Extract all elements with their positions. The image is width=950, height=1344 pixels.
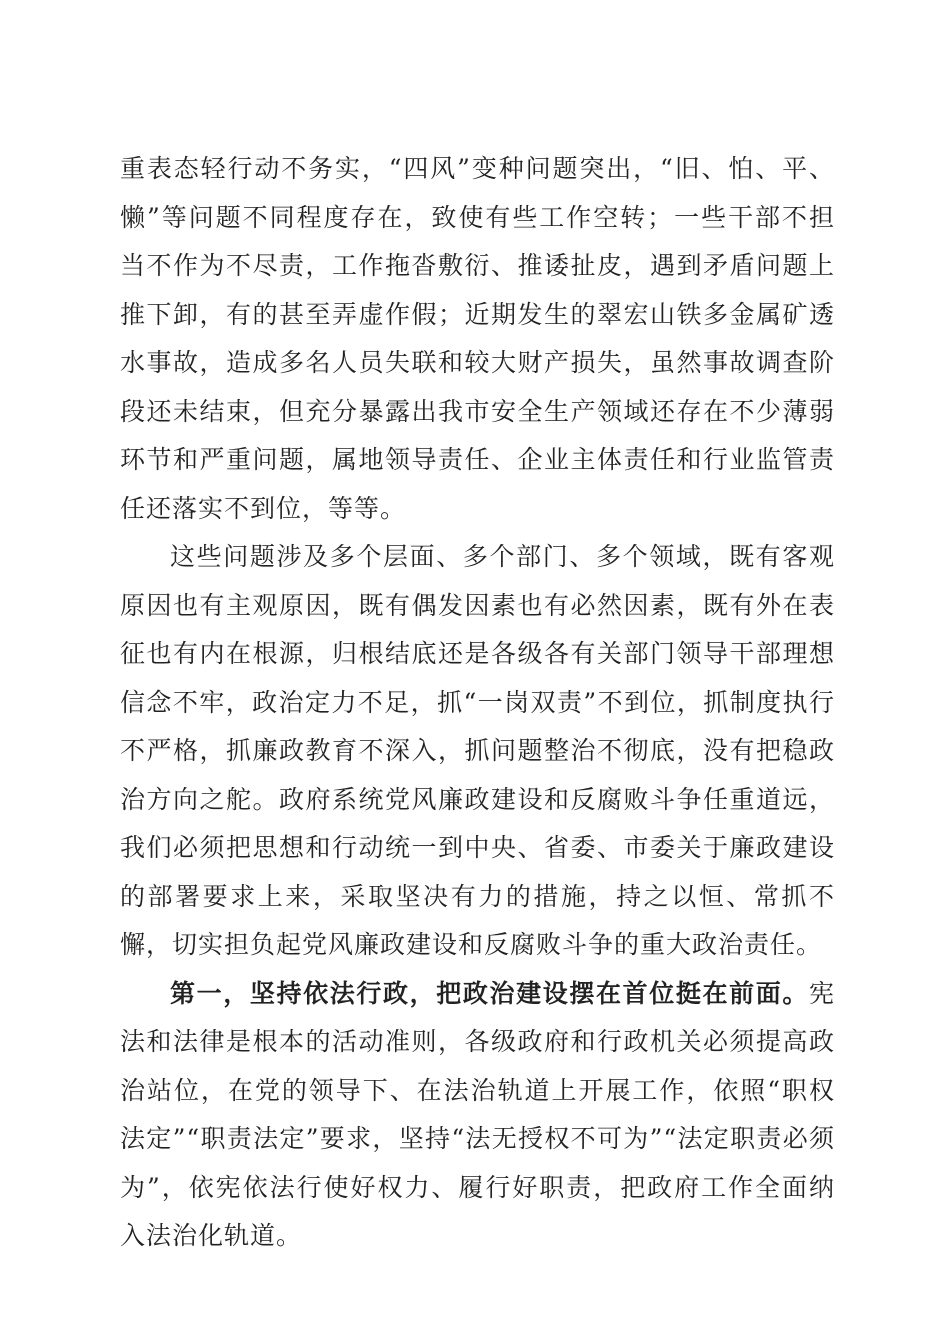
body-text	[120, 145, 835, 1261]
paragraph-2	[120, 533, 835, 970]
paragraph-3	[120, 970, 835, 1261]
paragraph-1	[120, 145, 835, 533]
paragraph-2-text: 这些问题涉及多个层面、多个部门、多个领域，既有客观原因也有主观原因，既有偶发因素也有必然因素，既有外在表征也有内在根源，归根结底还是各级各有关部门领导干部理想信念不牢，政治定力不足，抓“一岗双责”不到位，抓制度执行不严格，抓廉政教育不深入，抓问题整治不彻底，没有把稳政治方向之舵。政府系统党风廉政建设和反腐败斗争任重道远，我们必须把思想和行动统一到中央、省委、市委关于廉政建设的部署要求上来，采取坚决有力的措施，持之以恒、常抓不懈，切实担负起党风廉政建设和反腐败斗争的重大政治责任。	[120, 542, 835, 959]
paragraph-3-text: 宪法和法律是根本的活动准则，各级政府和行政机关必须提高政治站位，在党的领导下、在法治轨道上开展工作，依照“职权法定”“职责法定”要求，坚持“法无授权不可为”“法定职责必须为”，依宪依法行使好权力、履行好职责，把政府工作全面纳入法治化轨道。	[120, 978, 835, 1250]
paragraph-3-heading: 第一，坚持依法行政，把政治建设摆在首位挺在前面。	[170, 978, 809, 1008]
paragraph-1-text: 重表态轻行动不务实，“四风”变种问题突出，“旧、怕、平、懒”等问题不同程度存在，致使有些工作空转；一些干部不担当不作为不尽责，工作拖沓敷衍、推诿扯皮，遇到矛盾问题上推下卸，有的甚至弄虚作假；近期发生的翠宏山铁多金属矿透水事故，造成多名人员失联和较大财产损失，虽然事故调查阶段还未结束，但充分暴露出我市安全生产领域还存在不少薄弱环节和严重问题，属地领导责任、企业主体责任和行业监管责任还落实不到位，等等。	[120, 154, 835, 523]
